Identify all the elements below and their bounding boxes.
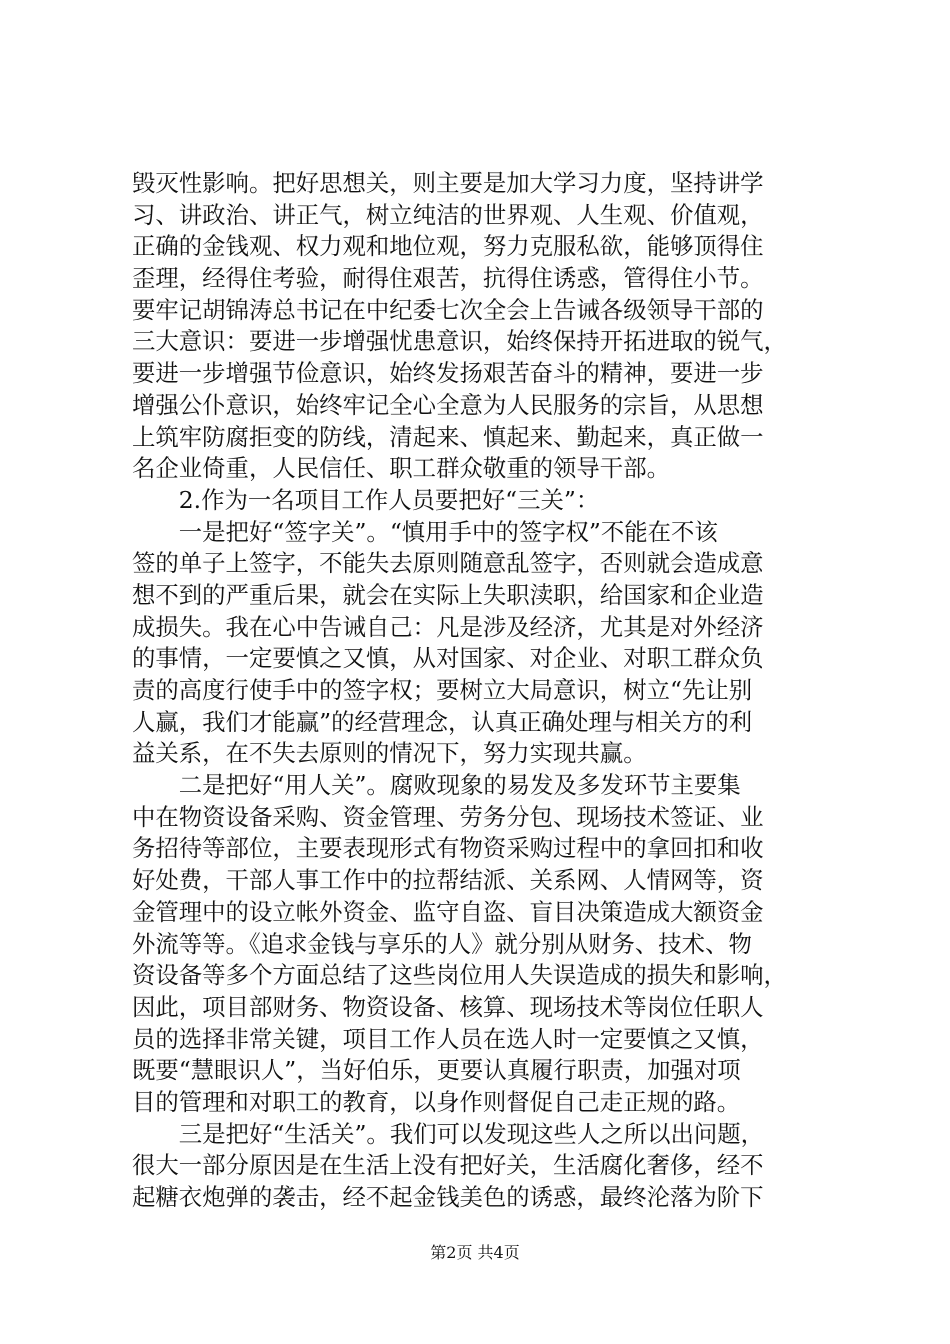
text-line: 一是把好“签字关”。“慎用手中的签字权”不能在不该 bbox=[132, 517, 718, 546]
text-line: 名企业倚重，人民信任、职工群众敬重的领导干部。 bbox=[132, 454, 670, 483]
text-line: 益关系，在不失去原则的情况下，努力实现共赢。 bbox=[132, 739, 647, 768]
text-line: 务招待等部位，主要表现形式有物资采购过程中的拿回扣和收 bbox=[132, 834, 764, 863]
text-line: 上筑牢防腐拒变的防线，清起来、慎起来、勤起来，真正做一 bbox=[132, 422, 764, 451]
text-line: 很大一部分原因是在生活上没有把好关，生活腐化奢侈，经不 bbox=[132, 1151, 764, 1180]
text-line: 三大意识：要进一步增强忧患意识，始终保持开拓进取的锐气， bbox=[132, 327, 787, 356]
text-line: 2.作为一名项目工作人员要把好“三关”： bbox=[132, 485, 600, 514]
text-line: 既要“慧眼识人”，当好伯乐，更要认真履行职责，加强对项 bbox=[132, 1056, 741, 1085]
text-line: 歪理，经得住考验，耐得住艰苦，抗得住诱惑，管得住小节。 bbox=[132, 264, 764, 293]
text-line: 正确的金钱观、权力观和地位观，努力克服私欲，能够顶得住 bbox=[132, 232, 764, 261]
text-line: 的事情，一定要慎之又慎，从对国家、对企业、对职工群众负 bbox=[132, 644, 764, 673]
text-line: 签的单子上签字，不能失去原则随意乱签字，否则就会造成意 bbox=[132, 549, 764, 578]
text-line: 责的高度行使手中的签字权；要树立大局意识，树立“先让别 bbox=[132, 676, 753, 704]
text-line: 想不到的严重后果，就会在实际上失职渎职，给国家和企业造 bbox=[132, 580, 764, 609]
text-line: 要牢记胡锦涛总书记在中纪委七次全会上告诫各级领导干部的 bbox=[132, 295, 764, 324]
text-line: 要进一步增强节俭意识，始终发扬艰苦奋斗的精神，要进一步 bbox=[132, 359, 764, 388]
page-footer: 第2页 共4页 bbox=[430, 1243, 520, 1262]
text-line: 起糖衣炮弹的袭击，经不起金钱美色的诱惑，最终沦落为阶下 bbox=[132, 1183, 764, 1211]
text-line: 目的管理和对职工的教育，以身作则督促自己走正规的路。 bbox=[132, 1087, 741, 1116]
text-line: 好处费，干部人事工作中的拉帮结派、关系网、人情网等，资 bbox=[132, 866, 764, 895]
text-line: 资设备等多个方面总结了这些岗位用人失误造成的损失和影响， bbox=[132, 961, 787, 990]
text-line: 三是把好“生活关”。我们可以发现这些人之所以出问题， bbox=[132, 1119, 765, 1148]
text-line: 成损失。我在心中告诫自己：凡是涉及经济，尤其是对外经济 bbox=[132, 612, 764, 641]
text-line: 二是把好“用人关”。腐败现象的易发及多发环节主要集 bbox=[132, 771, 741, 800]
text-line: 因此，项目部财务、物资设备、核算、现场技术等岗位任职人 bbox=[132, 992, 764, 1021]
text-line: 增强公仆意识，始终牢记全心全意为人民服务的宗旨，从思想 bbox=[132, 390, 764, 419]
text-line: 习、讲政治、讲正气，树立纯洁的世界观、人生观、价值观， bbox=[132, 200, 764, 229]
text-line: 员的选择非常关键，项目工作人员在选人时一定要慎之又慎， bbox=[132, 1024, 764, 1053]
body-text bbox=[132, 168, 832, 1214]
text-line: 中在物资设备采购、资金管理、劳务分包、现场技术签证、业 bbox=[132, 802, 764, 831]
text-line: 金管理中的设立帐外资金、监守自盗、盲目决策造成大额资金 bbox=[132, 897, 764, 926]
text-line: 毁灭性影响。把好思想关，则主要是加大学习力度，坚持讲学 bbox=[132, 169, 764, 197]
text-line: 外流等等。《追求金钱与享乐的人》就分别从财务、技术、物 bbox=[132, 929, 752, 958]
text-line: 人赢，我们才能赢”的经营理念，认真正确处理与相关方的利 bbox=[132, 707, 753, 736]
